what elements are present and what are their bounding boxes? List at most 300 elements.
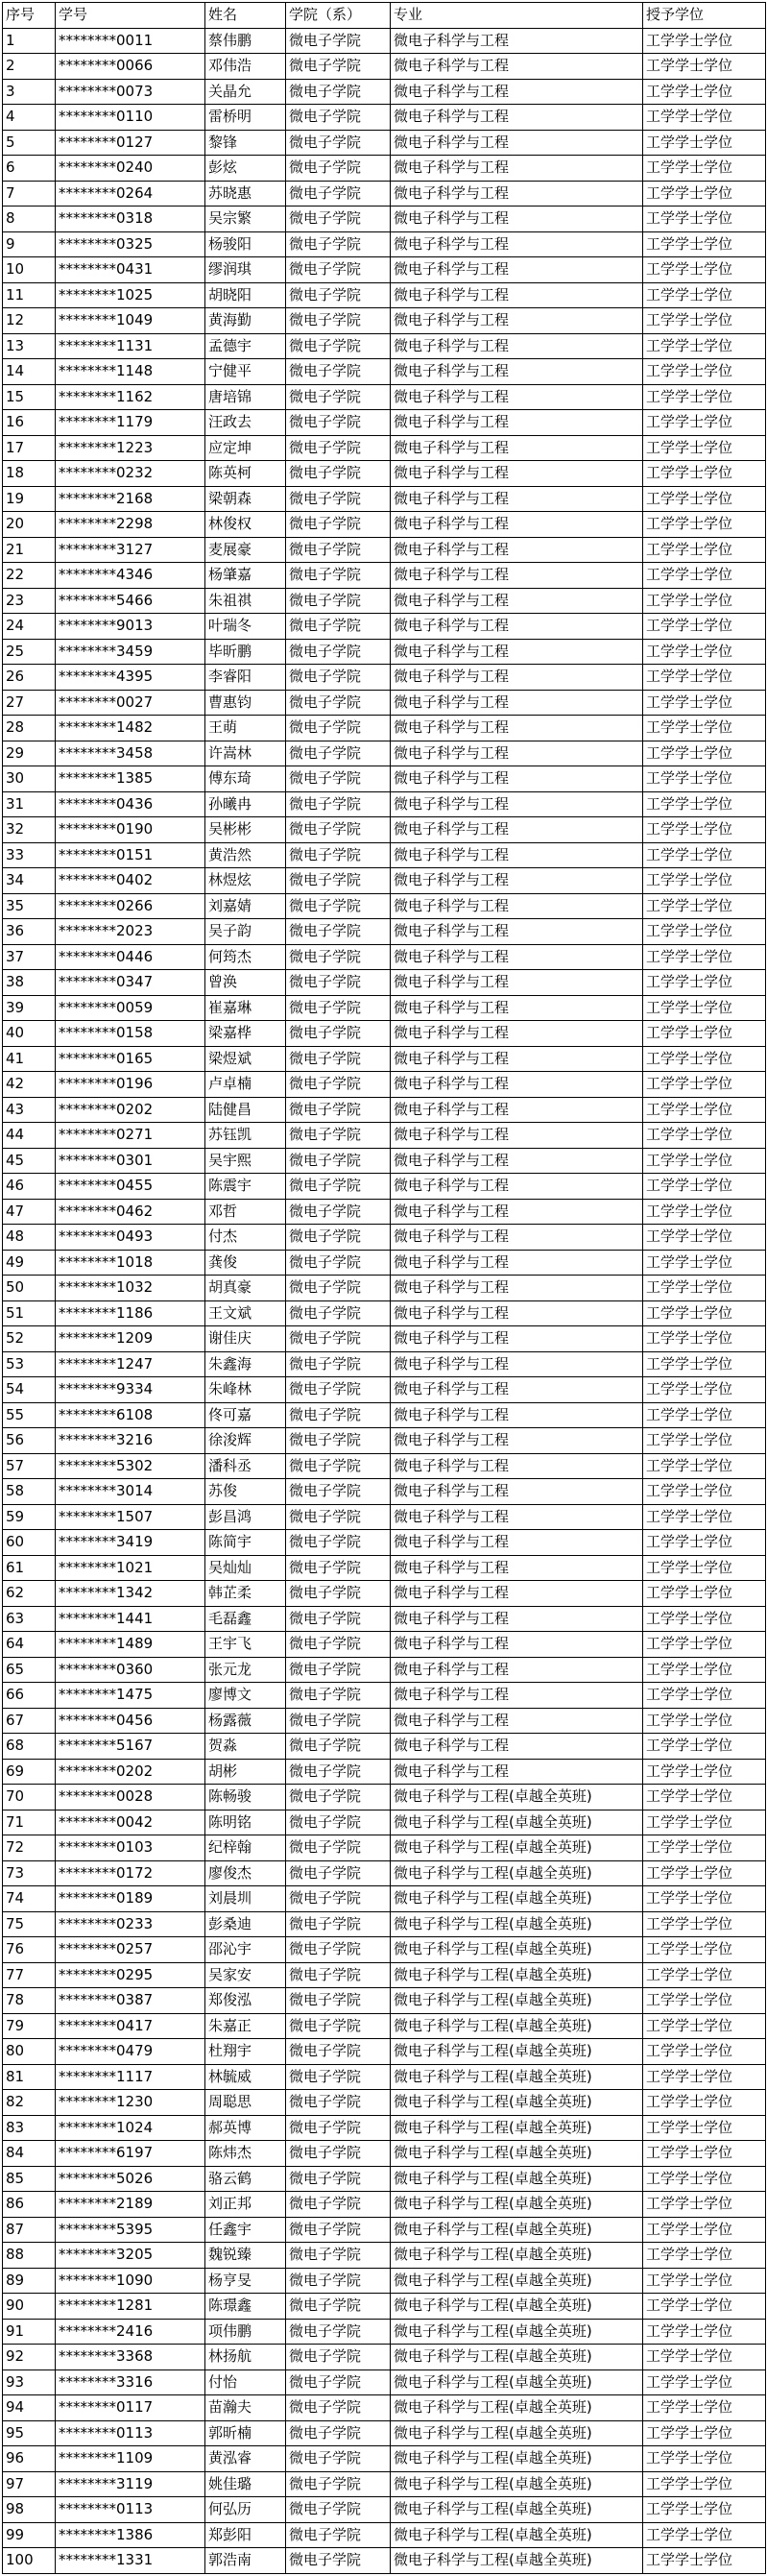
table-row [3,333,766,359]
cell-name: 雷桥明 [205,105,286,131]
cell-degree: 工学学士学位 [643,995,766,1021]
cell-index: 44 [3,1123,56,1149]
table-row [3,2217,766,2243]
cell-index: 40 [3,1021,56,1047]
cell-student-id: ********0266 [56,893,205,919]
cell-name: 吴家安 [205,1962,286,1988]
cell-student-id: ********1186 [56,1300,205,1326]
cell-major: 微电子科学与工程 [391,970,643,996]
table-row [3,79,766,105]
cell-degree: 工学学士学位 [643,486,766,512]
cell-index: 39 [3,995,56,1021]
cell-degree: 工学学士学位 [643,282,766,308]
cell-index: 32 [3,817,56,843]
cell-degree: 工学学士学位 [643,1555,766,1581]
cell-degree: 工学学士学位 [643,1479,766,1505]
cell-student-id: ********4395 [56,665,205,691]
cell-name: 朱鑫海 [205,1351,286,1377]
table-row [3,1326,766,1352]
cell-major: 微电子科学与工程(卓越全英班) [391,2217,643,2243]
table-row [3,1250,766,1276]
table-row [3,384,766,410]
cell-index: 89 [3,2268,56,2294]
cell-college: 微电子学院 [286,1300,391,1326]
cell-major: 微电子科学与工程(卓越全英班) [391,1810,643,1835]
cell-degree: 工学学士学位 [643,842,766,868]
cell-student-id: ********1209 [56,1326,205,1352]
cell-degree: 工学学士学位 [643,2268,766,2294]
cell-student-id: ********0295 [56,1962,205,1988]
cell-student-id: ********0202 [56,1097,205,1123]
cell-degree: 工学学士学位 [643,1046,766,1072]
table-row [3,1785,766,1810]
cell-major: 微电子科学与工程(卓越全英班) [391,1937,643,1963]
table-row [3,2294,766,2320]
cell-major: 微电子科学与工程 [391,130,643,156]
cell-college: 微电子学院 [286,1225,391,1251]
cell-student-id: ********0271 [56,1123,205,1149]
cell-college: 微电子学院 [286,1123,391,1149]
cell-college: 微电子学院 [286,2446,391,2472]
cell-degree: 工学学士学位 [643,2319,766,2345]
cell-major: 微电子科学与工程 [391,690,643,716]
cell-name: 苏晓惠 [205,181,286,207]
cell-college: 微电子学院 [286,54,391,80]
cell-index: 33 [3,842,56,868]
cell-college: 微电子学院 [286,588,391,614]
cell-student-id: ********4346 [56,563,205,589]
cell-degree: 工学学士学位 [643,1402,766,1428]
cell-degree: 工学学士学位 [643,1123,766,1149]
cell-index: 64 [3,1632,56,1658]
cell-degree: 工学学士学位 [643,1937,766,1963]
cell-major: 微电子科学与工程 [391,766,643,792]
cell-index: 2 [3,54,56,80]
cell-degree: 工学学士学位 [643,1276,766,1301]
cell-degree: 工学学士学位 [643,2217,766,2243]
cell-major: 微电子科学与工程 [391,461,643,487]
cell-index: 82 [3,2090,56,2116]
cell-major: 微电子科学与工程 [391,231,643,257]
cell-degree: 工学学士学位 [643,1377,766,1403]
cell-major: 微电子科学与工程(卓越全英班) [391,1962,643,1988]
cell-student-id: ********1475 [56,1683,205,1709]
table-row [3,1530,766,1556]
cell-name: 林扬航 [205,2345,286,2370]
degree-list-table [2,2,766,2574]
cell-major: 微电子科学与工程 [391,741,643,766]
cell-name: 陆健昌 [205,1097,286,1123]
cell-degree: 工学学士学位 [643,410,766,436]
table-row [3,28,766,54]
cell-student-id: ********0318 [56,207,205,232]
cell-college: 微电子学院 [286,2471,391,2497]
cell-major: 微电子科学与工程(卓越全英班) [391,1988,643,2014]
cell-index: 67 [3,1708,56,1734]
cell-index: 62 [3,1581,56,1607]
cell-name: 卢卓楠 [205,1072,286,1098]
cell-name: 许嵩林 [205,741,286,766]
cell-degree: 工学学士学位 [643,1835,766,1861]
cell-student-id: ********5466 [56,588,205,614]
cell-degree: 工学学士学位 [643,333,766,359]
cell-major: 微电子科学与工程 [391,359,643,385]
cell-major: 微电子科学与工程 [391,1683,643,1709]
cell-college: 微电子学院 [286,257,391,283]
cell-student-id: ********3014 [56,1479,205,1505]
cell-major: 微电子科学与工程(卓越全英班) [391,1886,643,1912]
table-body [3,28,766,2573]
cell-index: 71 [3,1810,56,1835]
cell-major: 微电子科学与工程(卓越全英班) [391,2090,643,2116]
cell-college: 微电子学院 [286,1046,391,1072]
table-row [3,1911,766,1937]
table-row [3,2243,766,2269]
cell-name: 应定坤 [205,435,286,461]
cell-major: 微电子科学与工程 [391,1504,643,1530]
cell-student-id: ********0264 [56,181,205,207]
cell-major: 微电子科学与工程 [391,435,643,461]
cell-index: 76 [3,1937,56,1963]
cell-degree: 工学学士学位 [643,2395,766,2421]
cell-major: 微电子科学与工程(卓越全英班) [391,2166,643,2192]
cell-name: 麦展豪 [205,537,286,563]
cell-index: 51 [3,1300,56,1326]
cell-name: 吴灿灿 [205,1555,286,1581]
table-row [3,1937,766,1963]
cell-college: 微电子学院 [286,1835,391,1861]
cell-major: 微电子科学与工程 [391,1734,643,1760]
cell-name: 吴子韵 [205,919,286,945]
cell-student-id: ********0066 [56,54,205,80]
cell-name: 林毓威 [205,2064,286,2090]
cell-degree: 工学学士学位 [643,2090,766,2116]
table-row [3,614,766,640]
cell-name: 苏俊 [205,1479,286,1505]
cell-index: 96 [3,2446,56,2472]
cell-degree: 工学学士学位 [643,1250,766,1276]
cell-index: 91 [3,2319,56,2345]
cell-college: 微电子学院 [286,2243,391,2269]
cell-index: 5 [3,130,56,156]
cell-major: 微电子科学与工程(卓越全英班) [391,2446,643,2472]
cell-major: 微电子科学与工程 [391,282,643,308]
cell-major: 微电子科学与工程 [391,410,643,436]
cell-college: 微电子学院 [286,79,391,105]
cell-major: 微电子科学与工程 [391,1428,643,1454]
cell-degree: 工学学士学位 [643,1657,766,1683]
cell-index: 30 [3,766,56,792]
cell-student-id: ********3127 [56,537,205,563]
cell-student-id: ********3458 [56,741,205,766]
cell-student-id: ********1281 [56,2294,205,2320]
table-row [3,1225,766,1251]
header-name: 姓名 [205,3,286,29]
table-row [3,1708,766,1734]
cell-index: 53 [3,1351,56,1377]
cell-major: 微电子科学与工程(卓越全英班) [391,2345,643,2370]
cell-index: 54 [3,1377,56,1403]
table-row [3,741,766,766]
cell-degree: 工学学士学位 [643,2369,766,2395]
cell-major: 微电子科学与工程(卓越全英班) [391,1911,643,1937]
cell-college: 微电子学院 [286,1632,391,1658]
cell-college: 微电子学院 [286,2345,391,2370]
cell-degree: 工学学士学位 [643,2192,766,2218]
cell-index: 84 [3,2141,56,2167]
cell-college: 微电子学院 [286,563,391,589]
cell-college: 微电子学院 [286,1606,391,1632]
cell-name: 任鑫宇 [205,2217,286,2243]
cell-college: 微电子学院 [286,1453,391,1479]
cell-name: 王萌 [205,716,286,741]
cell-name: 郭昕楠 [205,2420,286,2446]
table-row [3,766,766,792]
cell-index: 29 [3,741,56,766]
cell-college: 微电子学院 [286,2115,391,2141]
cell-name: 林煜炫 [205,868,286,894]
cell-student-id: ********1025 [56,282,205,308]
table-row [3,537,766,563]
cell-index: 4 [3,105,56,131]
table-row [3,1479,766,1505]
cell-index: 83 [3,2115,56,2141]
table-row [3,868,766,894]
table-row [3,54,766,80]
cell-college: 微电子学院 [286,537,391,563]
table-row [3,1428,766,1454]
cell-college: 微电子学院 [286,231,391,257]
cell-major: 微电子科学与工程 [391,333,643,359]
cell-degree: 工学学士学位 [643,1708,766,1734]
cell-student-id: ********1049 [56,308,205,334]
cell-degree: 工学学士学位 [643,2141,766,2167]
table-header [3,3,766,29]
cell-college: 微电子学院 [286,181,391,207]
cell-index: 66 [3,1683,56,1709]
cell-index: 28 [3,716,56,741]
cell-student-id: ********0110 [56,105,205,131]
table-row [3,2497,766,2523]
table-row [3,2471,766,2497]
cell-degree: 工学学士学位 [643,2166,766,2192]
cell-index: 78 [3,1988,56,2014]
cell-college: 微电子学院 [286,791,391,817]
cell-college: 微电子学院 [286,2013,391,2039]
cell-name: 陈璟鑫 [205,2294,286,2320]
cell-major: 微电子科学与工程 [391,1250,643,1276]
cell-major: 微电子科学与工程 [391,257,643,283]
cell-major: 微电子科学与工程 [391,105,643,131]
cell-college: 微电子学院 [286,512,391,538]
cell-degree: 工学学士学位 [643,461,766,487]
cell-index: 100 [3,2548,56,2574]
cell-student-id: ********1148 [56,359,205,385]
table-row [3,1402,766,1428]
cell-major: 微电子科学与工程 [391,868,643,894]
cell-major: 微电子科学与工程 [391,1097,643,1123]
cell-index: 56 [3,1428,56,1454]
table-row [3,995,766,1021]
header-college: 学院（系） [286,3,391,29]
cell-index: 26 [3,665,56,691]
cell-major: 微电子科学与工程 [391,1555,643,1581]
cell-name: 彭桑迪 [205,1911,286,1937]
cell-name: 陈畅骏 [205,1785,286,1810]
cell-index: 73 [3,1860,56,1886]
table-row [3,716,766,741]
cell-index: 45 [3,1148,56,1174]
cell-college: 微电子学院 [286,1097,391,1123]
cell-college: 微电子学院 [286,1734,391,1760]
table-row [3,1683,766,1709]
table-row [3,1351,766,1377]
cell-college: 微电子学院 [286,1276,391,1301]
cell-index: 20 [3,512,56,538]
cell-name: 潘科丞 [205,1453,286,1479]
cell-name: 杨骏阳 [205,231,286,257]
cell-index: 95 [3,2420,56,2446]
table-row [3,1606,766,1632]
table-row [3,893,766,919]
cell-major: 微电子科学与工程 [391,919,643,945]
cell-major: 微电子科学与工程 [391,1606,643,1632]
cell-college: 微电子学院 [286,766,391,792]
cell-major: 微电子科学与工程 [391,944,643,970]
cell-index: 75 [3,1911,56,1937]
cell-college: 微电子学院 [286,614,391,640]
cell-index: 57 [3,1453,56,1479]
cell-index: 86 [3,2192,56,2218]
cell-student-id: ********0301 [56,1148,205,1174]
cell-name: 何筠杰 [205,944,286,970]
cell-major: 微电子科学与工程(卓越全英班) [391,2369,643,2395]
cell-major: 微电子科学与工程(卓越全英班) [391,2268,643,2294]
cell-major: 微电子科学与工程 [391,1530,643,1556]
cell-student-id: ********0172 [56,1860,205,1886]
cell-index: 98 [3,2497,56,2523]
cell-college: 微电子学院 [286,970,391,996]
cell-name: 曹惠钧 [205,690,286,716]
cell-index: 81 [3,2064,56,2090]
cell-name: 韩芷柔 [205,1581,286,1607]
cell-college: 微电子学院 [286,282,391,308]
cell-name: 汪政去 [205,410,286,436]
cell-degree: 工学学士学位 [643,716,766,741]
cell-index: 48 [3,1225,56,1251]
cell-major: 微电子科学与工程 [391,1300,643,1326]
cell-index: 43 [3,1097,56,1123]
cell-college: 微电子学院 [286,995,391,1021]
cell-major: 微电子科学与工程 [391,308,643,334]
cell-college: 微电子学院 [286,690,391,716]
cell-student-id: ********6108 [56,1402,205,1428]
cell-name: 傅东琦 [205,766,286,792]
table-row [3,2446,766,2472]
cell-name: 廖俊杰 [205,1860,286,1886]
cell-student-id: ********0347 [56,970,205,996]
cell-degree: 工学学士学位 [643,868,766,894]
table-row [3,1046,766,1072]
cell-college: 微电子学院 [286,2064,391,2090]
table-row [3,2013,766,2039]
cell-degree: 工学学士学位 [643,1530,766,1556]
cell-college: 微电子学院 [286,665,391,691]
cell-college: 微电子学院 [286,2166,391,2192]
cell-index: 41 [3,1046,56,1072]
cell-college: 微电子学院 [286,2395,391,2421]
cell-student-id: ********2298 [56,512,205,538]
cell-college: 微电子学院 [286,1657,391,1683]
table-row [3,2319,766,2345]
cell-major: 微电子科学与工程 [391,486,643,512]
cell-college: 微电子学院 [286,130,391,156]
cell-index: 50 [3,1276,56,1301]
cell-name: 何弘历 [205,2497,286,2523]
cell-index: 55 [3,1402,56,1428]
cell-degree: 工学学士学位 [643,1988,766,2014]
cell-college: 微电子学院 [286,1911,391,1937]
table-row [3,2395,766,2421]
cell-index: 85 [3,2166,56,2192]
cell-index: 46 [3,1174,56,1200]
cell-student-id: ********0462 [56,1199,205,1225]
cell-name: 龚俊 [205,1250,286,1276]
cell-degree: 工学学士学位 [643,919,766,945]
cell-name: 梁朝森 [205,486,286,512]
cell-degree: 工学学士学位 [643,2471,766,2497]
cell-student-id: ********1032 [56,1276,205,1301]
cell-degree: 工学学士学位 [643,1174,766,1200]
cell-major: 微电子科学与工程 [391,791,643,817]
header-major: 专业 [391,3,643,29]
cell-degree: 工学学士学位 [643,1810,766,1835]
cell-major: 微电子科学与工程 [391,1657,643,1683]
table-row [3,690,766,716]
cell-degree: 工学学士学位 [643,1911,766,1937]
cell-degree: 工学学士学位 [643,741,766,766]
cell-degree: 工学学士学位 [643,512,766,538]
cell-name: 张元龙 [205,1657,286,1683]
cell-major: 微电子科学与工程 [391,1326,643,1352]
table-row [3,1988,766,2014]
table-row [3,231,766,257]
cell-index: 31 [3,791,56,817]
cell-college: 微电子学院 [286,1581,391,1607]
cell-student-id: ********3368 [56,2345,205,2370]
cell-index: 19 [3,486,56,512]
cell-name: 关晶允 [205,79,286,105]
table-row [3,181,766,207]
cell-name: 刘正邦 [205,2192,286,2218]
cell-name: 孙曦冉 [205,791,286,817]
table-row [3,486,766,512]
cell-student-id: ********5395 [56,2217,205,2243]
table-row [3,2064,766,2090]
cell-name: 谢佳庆 [205,1326,286,1352]
table-row [3,1962,766,1988]
cell-index: 17 [3,435,56,461]
cell-student-id: ********3119 [56,2471,205,2497]
cell-student-id: ********2416 [56,2319,205,2345]
cell-student-id: ********5167 [56,1734,205,1760]
cell-degree: 工学学士学位 [643,156,766,182]
cell-college: 微电子学院 [286,741,391,766]
cell-major: 微电子科学与工程 [391,1021,643,1047]
cell-name: 杨肇嘉 [205,563,286,589]
cell-college: 微电子学院 [286,1708,391,1734]
cell-college: 微电子学院 [286,1555,391,1581]
